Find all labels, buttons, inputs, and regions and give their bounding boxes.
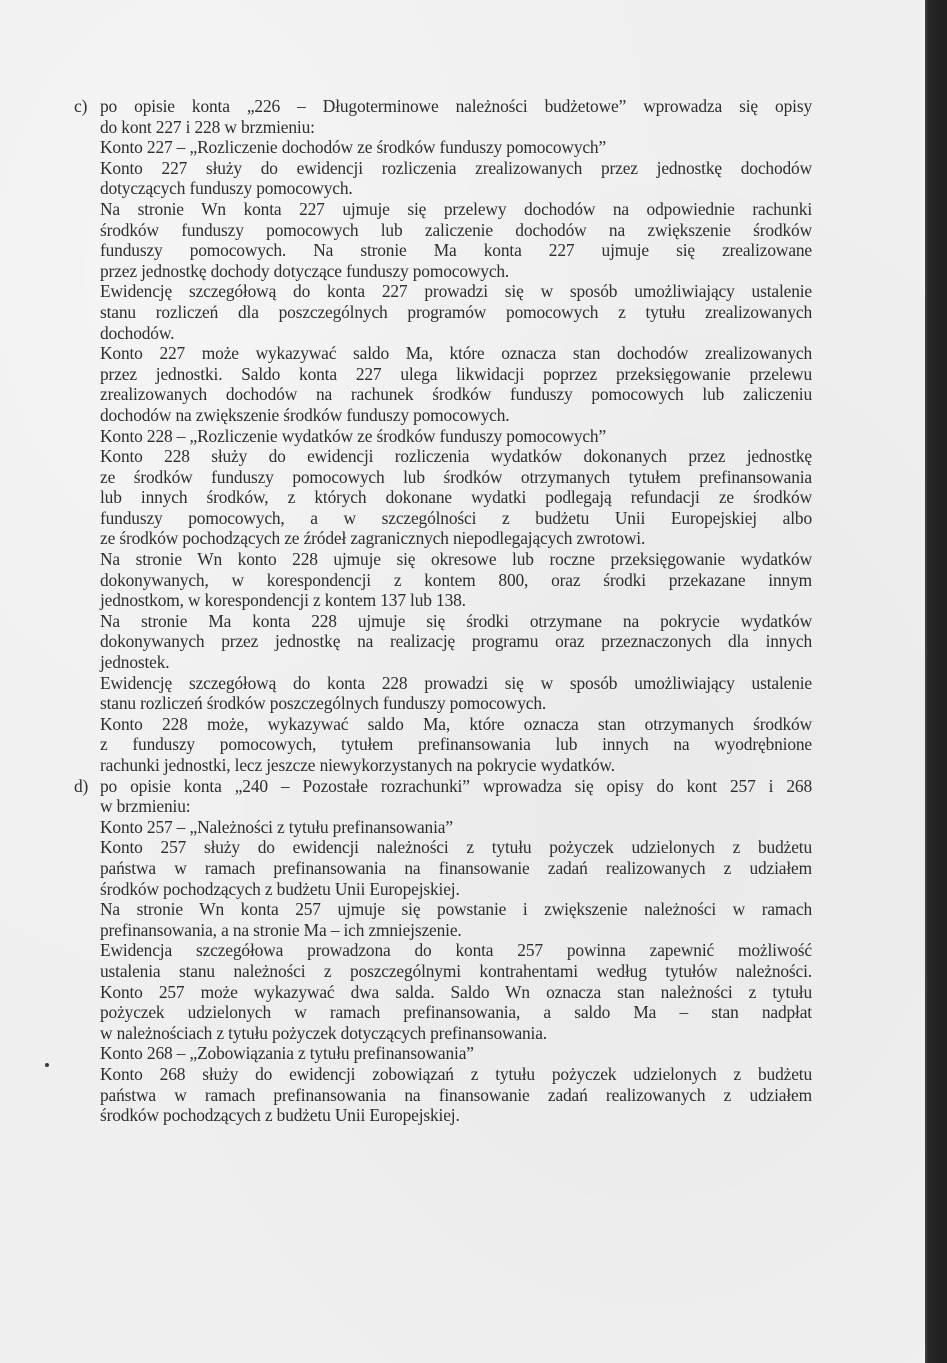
list-item-c: [74, 96, 812, 776]
list-item-d: [74, 776, 812, 1126]
text-line: ze środków pochodzących ze źródeł zagranicznych niepodlegających zwrotowi.: [100, 528, 646, 549]
text-line: lub innych środków, z których dokonane wydatki podlegają refundacji ze środków: [100, 487, 812, 508]
text-line: Konto 228 – „Rozliczenie wydatków ze środków funduszy pomocowych”: [100, 425, 607, 446]
text-line: rachunki jednostki, lecz jeszcze niewykorzystanych na pokrycie wydatków.: [100, 755, 615, 775]
section-c-text: [100, 96, 812, 776]
text-line: dochodów.: [100, 322, 175, 343]
text-line: Konto 268 służy do ewidencji zobowiązań z tytułu pożyczek udzielonych z budżetu: [100, 1063, 812, 1084]
text-line: Ewidencja szczegółowa prowadzona do konta 257 powinna zapewnić możliwość: [100, 940, 812, 961]
text-line: funduszy pomocowych, a w szczególności z budżetu Unii Europejskiej albo: [100, 507, 812, 528]
text-line: jednostek.: [100, 652, 170, 673]
text-line: środków funduszy pomocowych lub zaliczenie dochodów na zwiększenie środków: [100, 219, 812, 240]
scan-speck: [45, 1063, 49, 1067]
text-line: jednostkom, w korespondencji z kontem 137 lub 138.: [100, 590, 466, 611]
text-line: Na stronie Ma konta 228 ujmuje się środki otrzymane na pokrycie wydatków: [100, 610, 812, 631]
text-line: ustalenia stanu należności z poszczególnymi kontrahentami według tytułów należności.: [100, 960, 812, 981]
section-d-text: [100, 776, 812, 1126]
text-line: w brzmieniu:: [100, 796, 191, 817]
text-line: stanu rozliczeń środków poszczególnych funduszy pomocowych.: [100, 693, 547, 714]
text-line: przez jednostkę dochody dotyczące funduszy pomocowych.: [100, 260, 510, 281]
text-line: Konto 257 – „Należności z tytułu prefinansowania”: [100, 816, 453, 837]
text-line: Ewidencję szczegółową do konta 228 prowadzi się w sposób umożliwiający ustalenie: [100, 672, 812, 693]
text-line: Konto 227 może wykazywać saldo Ma, które oznacza stan dochodów zrealizowanych: [100, 343, 812, 364]
text-line: Na stronie Wn konta 227 ujmuje się przelewy dochodów na odpowiednie rachunki: [100, 198, 812, 219]
text-line: funduszy pomocowych. Na stronie Ma konta 227 ujmuje się zrealizowane: [100, 240, 812, 261]
document-body: [74, 96, 812, 1126]
text-line: dotyczących funduszy pomocowych.: [100, 178, 353, 199]
text-line: Konto 228 może, wykazywać saldo Ma, które oznacza stan otrzymanych środków: [100, 713, 812, 734]
text-line: zrealizowanych dochodów na rachunek środków funduszy pomocowych lub zaliczeniu: [100, 384, 812, 405]
text-line: środków pochodzących z budżetu Unii Europejskiej.: [100, 878, 460, 899]
text-line: ze środków funduszy pomocowych lub środków otrzymanych tytułem prefinansowania: [100, 466, 812, 487]
text-line: do kont 227 i 228 w brzmieniu:: [100, 116, 315, 137]
text-line: po opisie konta „226 – Długoterminowe należności budżetowe” wprowadza się opisy: [100, 96, 812, 116]
text-line: Konto 227 służy do ewidencji rozliczenia zrealizowanych przez jednostkę dochodów: [100, 157, 812, 178]
text-line: dochodów na zwiększenie środków funduszy pomocowych.: [100, 404, 510, 425]
text-line: z funduszy pomocowych, tytułem prefinansowania lub innych na wyodrębnione: [100, 734, 812, 755]
text-line: Na stronie Wn konto 228 ujmuje się okresowe lub roczne przeksięgowanie wydatków: [100, 549, 812, 570]
text-line: dokonywanych, w korespondencji z kontem 800, oraz środki przekazane innym: [100, 569, 812, 590]
scan-page-edge: [925, 0, 947, 1363]
text-line: Konto 257 służy do ewidencji należności z tytułu pożyczek udzielonych z budżetu: [100, 837, 812, 858]
text-line: państwa w ramach prefinansowania na finansowanie zadań realizowanych z udziałem: [100, 857, 812, 878]
text-line: państwa w ramach prefinansowania na finansowanie zadań realizowanych z udziałem: [100, 1084, 812, 1105]
text-line: Konto 228 służy do ewidencji rozliczenia wydatków dokonanych przez jednostkę: [100, 446, 812, 467]
list-marker: c): [74, 96, 88, 116]
text-line: Konto 257 może wykazywać dwa salda. Saldo Wn oznacza stan należności z tytułu: [100, 981, 812, 1002]
list-marker: d): [74, 775, 89, 796]
text-line: Konto 227 – „Rozliczenie dochodów ze środków funduszy pomocowych”: [100, 137, 607, 158]
text-line: Ewidencję szczegółową do konta 227 prowadzi się w sposób umożliwiający ustalenie: [100, 281, 812, 302]
text-line: środków pochodzących z budżetu Unii Europejskiej.: [100, 1105, 460, 1126]
text-line: przez jednostki. Saldo konta 227 ulega likwidacji poprzez przeksięgowanie przelewu: [100, 363, 812, 384]
text-line: Konto 268 – „Zobowiązania z tytułu prefinansowania”: [100, 1043, 474, 1064]
text-line: dokonywanych przez jednostkę na realizację programu oraz przeznaczonych dla innych: [100, 631, 812, 652]
text-line: w należnościach z tytułu pożyczek dotyczących prefinansowania.: [100, 1022, 548, 1043]
text-line: pożyczek udzielonych w ramach prefinansowania, a saldo Ma – stan nadpłat: [100, 1002, 812, 1023]
text-line: stanu rozliczeń dla poszczególnych programów pomocowych z tytułu zrealizowanych: [100, 301, 812, 322]
text-line: po opisie konta „240 – Pozostałe rozrachunki” wprowadza się opisy do kont 257 i 268: [100, 775, 812, 796]
text-line: prefinansowania, a na stronie Ma – ich zmniejszenie.: [100, 919, 462, 940]
text-line: Na stronie Wn konta 257 ujmuje się powstanie i zwiększenie należności w ramach: [100, 899, 812, 920]
